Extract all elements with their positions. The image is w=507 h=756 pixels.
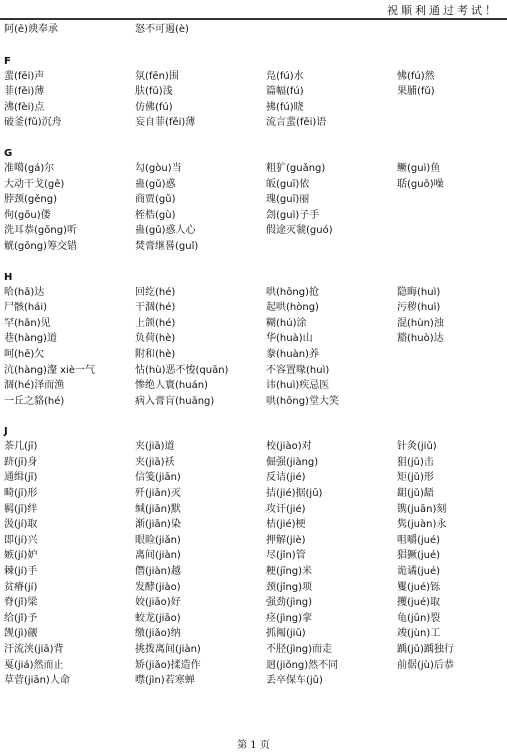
- term-cell: 焚膏继晷(guǐ): [135, 240, 199, 252]
- term-cell: 糊(hú)涂: [266, 317, 307, 329]
- term-cell: 龟(jūn)裂: [397, 612, 441, 624]
- term-cell: 病入膏肓(huāng): [135, 395, 215, 407]
- term-cell: 污秽(huì): [397, 302, 441, 314]
- term-cell: 负荷(hè): [135, 333, 176, 345]
- term-cell: 果脯(fǔ): [397, 86, 435, 98]
- term-cell: 棘(jí)手: [4, 566, 38, 578]
- term-cell: 勾(gòu)当: [135, 162, 182, 174]
- term-cell: 蜚(fēi)声: [4, 70, 45, 82]
- term-row: [4, 239, 504, 255]
- term-cell: 汗流浃(jiā)背: [4, 644, 64, 655]
- term-cell: [397, 22, 504, 38]
- term-cell: 歼(jiān)灭: [135, 488, 181, 500]
- term-row: [4, 378, 504, 394]
- term-cell: 信笺(jiān): [135, 472, 181, 484]
- term-cell: 攻讦(jié): [266, 503, 306, 515]
- term-cell: 矫(jiǎo)揉造作: [135, 659, 201, 671]
- term-cell: 豢(huàn)养: [266, 348, 319, 360]
- term-cell: 阿(ē)谀奉承: [4, 24, 58, 35]
- term-cell: 讳(huì)疾忌医: [266, 380, 330, 392]
- term-row: [4, 564, 504, 580]
- term-cell: 尽(jǐn)管: [266, 550, 306, 562]
- term-cell: 罕(hǎn)见: [4, 317, 51, 329]
- term-cell: 抓阄(jiū): [266, 628, 306, 640]
- term-cell: 攫(jué)取: [397, 597, 441, 609]
- term-cell: 附和(hè): [135, 348, 176, 360]
- term-cell: 涸(hé)泽而渔: [4, 380, 65, 392]
- section-letter: J: [4, 426, 8, 438]
- term-cell: 镌(juān)刻: [397, 503, 447, 515]
- term-row: [4, 363, 504, 379]
- page-number: 第 1 页: [237, 740, 270, 751]
- term-row: [4, 84, 504, 100]
- term-row: [4, 642, 504, 658]
- term-cell: 凫(fú)水: [266, 70, 304, 82]
- term-cell: 即(jí)兴: [4, 534, 38, 546]
- term-cell: 惨绝人寰(huán): [135, 380, 208, 392]
- term-cell: [397, 115, 504, 131]
- term-cell: 针灸(jiǔ): [397, 441, 437, 453]
- term-row: [4, 439, 504, 455]
- term-cell: 准噶(gá)尔: [4, 162, 55, 174]
- term-cell: 戛(jiá)然而止: [4, 659, 64, 671]
- term-cell: 眼睑(jiǎn): [135, 534, 181, 546]
- term-cell: 噤(jìn)若寒蝉: [135, 675, 195, 687]
- term-cell: 踽(jǔ)踽独行: [397, 644, 454, 655]
- section-letter: F: [4, 55, 11, 67]
- term-cell: 强劲(jìng): [266, 597, 313, 609]
- term-row: [4, 223, 504, 239]
- term-cell: 干涸(hé): [135, 302, 176, 314]
- term-cell: [397, 394, 504, 410]
- term-cell: 反诘(jié): [266, 472, 306, 484]
- term-cell: 肤(fū)浅: [135, 86, 173, 98]
- term-cell: 畸(jī)形: [4, 488, 38, 500]
- term-cell: [397, 239, 504, 255]
- term-row: [4, 611, 504, 627]
- intro-row: [4, 22, 504, 38]
- term-row: [4, 316, 504, 332]
- term-row: [4, 331, 504, 347]
- term-cell: 隽(juàn)永: [397, 519, 447, 531]
- term-cell: 缴(jiǎo)纳: [135, 628, 181, 640]
- term-cell: 校(jiào)对: [266, 441, 312, 453]
- term-cell: [397, 363, 504, 379]
- term-cell: 妄自菲(fěi)薄: [135, 117, 196, 129]
- term-cell: 矩(jǔ)形: [397, 472, 434, 484]
- term-cell: 狙(jū)击: [397, 456, 434, 468]
- term-cell: 渐(jiān)染: [135, 519, 181, 531]
- term-cell: 不容置喙(huì): [266, 364, 330, 376]
- term-cell: 破釜(fǔ)沉舟: [4, 117, 62, 129]
- term-row: [4, 347, 504, 363]
- term-row: [4, 673, 504, 689]
- term-cell: 商贾(gǔ): [135, 194, 176, 206]
- term-cell: 篇幅(fú): [266, 86, 304, 98]
- term-row: [4, 115, 504, 131]
- term-cell: 跻(jī)身: [4, 456, 38, 468]
- term-cell: 蛊(gǔ)惑: [135, 178, 176, 190]
- term-cell: 混(hùn)浊: [397, 317, 444, 329]
- term-cell: 怒不可遏(è): [135, 24, 189, 35]
- term-row: [4, 177, 504, 193]
- term-cell: 聒(guō)噪: [397, 178, 444, 190]
- term-row: [4, 300, 504, 316]
- term-cell: [266, 239, 397, 255]
- term-cell: 粳(jīng)米: [266, 566, 313, 578]
- term-cell: 怫(fú)然: [397, 70, 435, 82]
- term-cell: 菲(fěi)薄: [4, 86, 45, 98]
- term-cell: 通缉(jī): [4, 472, 38, 484]
- term-cell: 夹(jiā)道: [135, 441, 175, 453]
- term-cell: 大动干戈(gē): [4, 178, 65, 190]
- term-row: [4, 658, 504, 674]
- term-cell: 竣(jùn)工: [397, 628, 441, 640]
- term-cell: 痉(jìng)挛: [266, 612, 313, 624]
- vocabulary-content: [4, 22, 504, 689]
- term-cell: 诡谲(jué): [397, 566, 441, 578]
- header-rule: [0, 18, 507, 20]
- term-cell: 沆(hàng)瀣 xiè一气: [4, 364, 95, 376]
- term-cell: 龃(jǔ)龉: [397, 488, 434, 500]
- term-row: [4, 161, 504, 177]
- term-cell: 咀嚼(jué): [397, 534, 441, 546]
- term-row: [4, 502, 504, 518]
- term-cell: 发酵(jiào): [135, 581, 181, 593]
- term-cell: 离间(jiàn): [135, 550, 181, 562]
- term-cell: 华(huà)山: [266, 333, 313, 345]
- term-row: [4, 208, 504, 224]
- term-row: [4, 533, 504, 549]
- term-cell: 哈(hǎ)达: [4, 286, 45, 298]
- term-row: [4, 285, 504, 301]
- term-cell: 颈(jǐng)项: [266, 581, 313, 593]
- term-cell: 挑拨离间(jiàn): [135, 644, 201, 655]
- term-cell: 呵(hē)欠: [4, 348, 45, 360]
- term-cell: 哄(hōng)堂大笑: [266, 395, 339, 407]
- term-cell: 汲(jí)取: [4, 519, 38, 531]
- term-cell: 嫉(jí)妒: [4, 550, 38, 562]
- term-row: [4, 394, 504, 410]
- term-cell: 回纥(hé): [135, 286, 176, 298]
- section-letter: G: [4, 147, 13, 159]
- term-cell: 洗耳恭(gōng)听: [4, 225, 77, 237]
- term-cell: [397, 100, 504, 116]
- term-cell: 丢卒保车(jū): [266, 675, 323, 687]
- term-cell: 桎梏(gù): [135, 209, 176, 221]
- term-cell: [397, 223, 504, 239]
- term-cell: 脊(jǐ)梁: [4, 597, 38, 609]
- term-cell: 一丘之貉(hé): [4, 395, 65, 407]
- term-cell: 流言蜚(fēi)语: [266, 117, 327, 129]
- term-cell: 前倨(jù)后恭: [397, 659, 454, 671]
- term-row: [4, 517, 504, 533]
- term-cell: 豁(huò)达: [397, 333, 444, 345]
- term-cell: 上颌(hé): [135, 317, 176, 329]
- term-row: [4, 626, 504, 642]
- term-cell: [397, 192, 504, 208]
- term-cell: 缄(jiān)默: [135, 503, 181, 515]
- term-row: [4, 470, 504, 486]
- term-row: [4, 595, 504, 611]
- term-cell: 刽(guì)子手: [266, 209, 320, 221]
- term-cell: 皈(guī)依: [266, 178, 310, 190]
- term-cell: 押解(jiè): [266, 534, 306, 546]
- term-cell: 鳜(guì)鱼: [397, 162, 441, 174]
- term-cell: 羁(jī)绊: [4, 503, 38, 515]
- term-cell: 不胫(jìng)而走: [266, 644, 333, 655]
- term-row: [4, 455, 504, 471]
- term-row: [4, 192, 504, 208]
- term-row: [4, 100, 504, 116]
- term-cell: 隐晦(huì): [397, 286, 441, 298]
- term-cell: 觊(jì)觎: [4, 628, 38, 640]
- term-cell: 茶几(jī): [4, 441, 38, 453]
- term-cell: 粗犷(guǎng): [266, 162, 326, 174]
- term-row: [4, 548, 504, 564]
- section-letter: H: [4, 271, 13, 283]
- term-cell: 矍(jué)铄: [397, 581, 441, 593]
- term-cell: 给(jǐ)予: [4, 612, 38, 624]
- term-cell: 巷(hàng)道: [4, 333, 57, 345]
- term-cell: 起哄(hòng): [266, 302, 319, 314]
- term-cell: 瑰(guī)丽: [266, 194, 310, 206]
- term-cell: 猖獗(jué): [397, 550, 441, 562]
- term-cell: 草菅(jiān)人命: [4, 675, 70, 687]
- term-cell: 贫瘠(jí): [4, 581, 38, 593]
- term-cell: 仿佛(fú): [135, 101, 173, 113]
- term-cell: [266, 22, 397, 38]
- term-cell: [397, 208, 504, 224]
- term-cell: 假途灭虢(guó): [266, 225, 333, 237]
- term-cell: 怙(hù)恶不悛(quān): [135, 364, 229, 376]
- term-cell: 蛟龙(jiāo): [135, 612, 181, 624]
- header-motto: 祝顺利通过考试！: [387, 4, 499, 17]
- term-cell: 拮(jié)据(jū): [266, 488, 323, 500]
- term-cell: 蛊(gǔ)惑人心: [135, 225, 196, 237]
- term-cell: 氛(fēn)围: [135, 70, 179, 82]
- term-cell: 拂(fú)晓: [266, 101, 304, 113]
- term-row: [4, 69, 504, 85]
- term-cell: 觥(gōng)筹交错: [4, 240, 77, 252]
- term-cell: 迥(jiǒng)然不同: [266, 659, 339, 671]
- term-cell: [397, 673, 504, 689]
- term-cell: 脖颈(gěng): [4, 194, 57, 206]
- term-cell: 夹(jiā)袄: [135, 456, 175, 468]
- term-cell: 桔(jié)梗: [266, 519, 306, 531]
- term-cell: 僭(jiàn)越: [135, 566, 181, 578]
- term-row: [4, 580, 504, 596]
- term-cell: 佝(gōu)偻: [4, 209, 51, 221]
- term-cell: 姣(jiāo)好: [135, 597, 181, 609]
- term-cell: 哄(hōng)抢: [266, 286, 319, 298]
- term-cell: 沸(fèi)点: [4, 101, 45, 113]
- term-cell: 倔强(jiàng): [266, 456, 319, 468]
- term-cell: 尸骸(hái): [4, 302, 48, 314]
- term-cell: [397, 347, 504, 363]
- term-row: [4, 486, 504, 502]
- term-cell: [397, 378, 504, 394]
